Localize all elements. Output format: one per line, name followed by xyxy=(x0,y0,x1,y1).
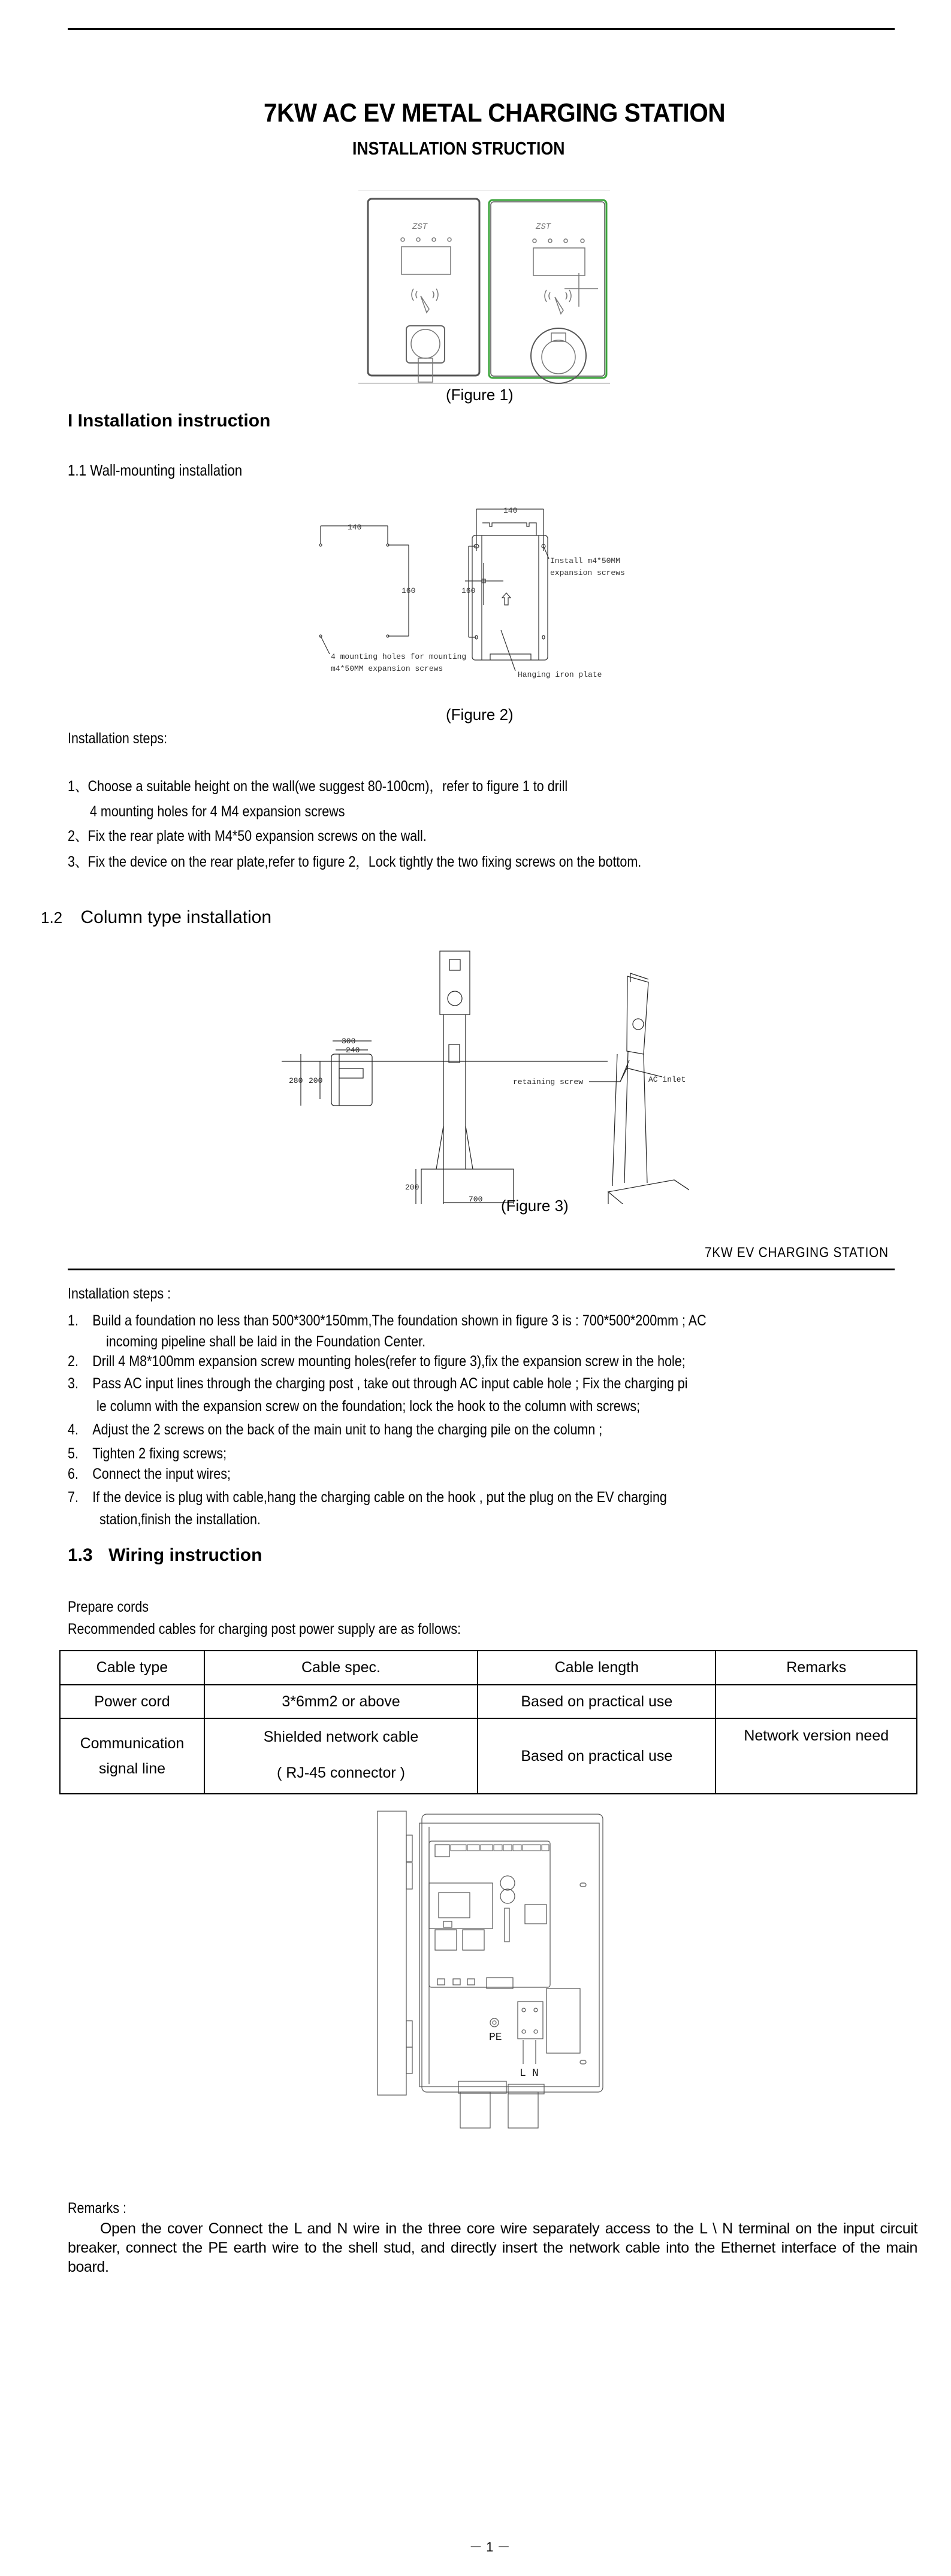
cable-type-cell xyxy=(60,1718,204,1794)
remarks-paragraph xyxy=(68,2219,917,2277)
svg-text:280: 280 xyxy=(289,1076,303,1085)
step-text: Tighten 2 fixing screws; xyxy=(92,1445,227,1462)
svg-text:160: 160 xyxy=(401,586,416,595)
step-1-2-3 xyxy=(68,1375,687,1393)
svg-text:AC inlet: AC inlet xyxy=(648,1075,686,1084)
table-header-cell: Cable type xyxy=(60,1651,204,1685)
running-header-rule xyxy=(68,1269,895,1270)
svg-text:Install m4*50MM: Install m4*50MM xyxy=(550,556,621,565)
cable-type-line: signal line xyxy=(98,1760,166,1777)
svg-text:200: 200 xyxy=(309,1076,323,1085)
remarks-cell: Network version need xyxy=(715,1718,917,1794)
remarks-label: Remarks : xyxy=(68,2200,126,2217)
cable-spec-cell xyxy=(204,1718,478,1794)
top-rule xyxy=(68,28,895,30)
svg-text:240: 240 xyxy=(346,1046,360,1055)
svg-text:m4*50MM expansion screws: m4*50MM expansion screws xyxy=(331,664,443,673)
cable-spec-cell: 3*6mm2 or above xyxy=(204,1685,478,1718)
figure-2-image xyxy=(312,497,635,689)
subsection-heading-1-2 xyxy=(41,907,271,928)
step-number: 6. xyxy=(68,1466,79,1482)
section-number: 1.3 xyxy=(68,1545,93,1565)
step-number: 5. xyxy=(68,1445,79,1462)
svg-text:retaining screw: retaining screw xyxy=(513,1077,584,1086)
svg-text:ZST: ZST xyxy=(536,222,551,232)
svg-text:200: 200 xyxy=(405,1183,419,1192)
svg-text:140: 140 xyxy=(503,506,518,515)
step-text: Drill 4 M8*100mm expansion screw mounting holes(refer to figure 3),fix the expansion screw in the hole; xyxy=(92,1353,686,1370)
recommended-cables-label: Recommended cables for charging post power supply are as follows: xyxy=(68,1621,461,1637)
step-1-2-1 xyxy=(68,1312,923,1330)
step-1-1-2 xyxy=(68,827,427,845)
step-text: Connect the input wires; xyxy=(92,1466,231,1482)
subsection-heading-1-3 xyxy=(68,1545,262,1566)
table-row xyxy=(60,1685,917,1718)
figure-2-caption: (Figure 2) xyxy=(446,706,514,724)
svg-text:PE: PE xyxy=(489,2032,502,2044)
figure-1-caption: (Figure 1) xyxy=(446,386,514,404)
step-number: 3、 xyxy=(68,853,88,870)
step-text: Fix the rear plate with M4*50 expansion screws on the wall. xyxy=(87,828,427,844)
cable-type-cell: Power cord xyxy=(60,1685,204,1718)
subsection-heading-1-1: 1.1 Wall-mounting installation xyxy=(68,461,243,479)
table-header-cell: Cable length xyxy=(478,1651,715,1685)
svg-text:expansion screws: expansion screws xyxy=(550,568,625,577)
step-1-1-1-cont: 4 mounting holes for 4 M4 expansion screws xyxy=(90,803,345,820)
step-1-2-7 xyxy=(68,1488,667,1506)
svg-text:700: 700 xyxy=(469,1195,483,1204)
step-number: 3. xyxy=(68,1375,79,1392)
step-text: Build a foundation no less than 500*300*150mm,The foundation shown in figure 3 is : 700*500*200mm ; AC xyxy=(92,1312,707,1329)
cable-type-line: Communication xyxy=(80,1735,185,1752)
table-header-cell: Cable spec. xyxy=(204,1651,478,1685)
step-1-2-4 xyxy=(68,1421,602,1439)
step-number: 2. xyxy=(68,1353,79,1370)
step-1-2-6 xyxy=(68,1465,231,1483)
svg-text:Hanging iron plate: Hanging iron plate xyxy=(518,670,602,679)
prepare-cords-label: Prepare cords xyxy=(68,1599,149,1615)
cable-spec-line: ( RJ-45 connector ) xyxy=(277,1764,405,1781)
remarks-text: Open the cover Connect the L and N wire in the three core wire separately access to the L \ N terminal on the input circuit breaker, connect the PE earth wire to the shell stud, and directly insert the network cable into the Ethernet interface of the main board. xyxy=(68,2220,917,2275)
step-1-2-3-cont: le column with the expansion screw on the foundation; lock the hook to the column with screws; xyxy=(96,1398,641,1415)
svg-text:160: 160 xyxy=(461,586,476,595)
step-text: Pass AC input lines through the charging post , take out through AC input cable hole ; Fix the charging pi xyxy=(92,1375,688,1392)
step-text: Fix the device on the rear plate,refer to figure 2，Lock tightly the two fixing screws on the bottom. xyxy=(87,853,642,870)
step-number: 1. xyxy=(68,1312,79,1329)
cable-length-cell: Based on practical use xyxy=(478,1718,715,1794)
step-text: If the device is plug with cable,hang the charging cable on the hook , put the plug on the EV charging xyxy=(92,1489,667,1506)
document-subtitle: INSTALLATION STRUCTION xyxy=(352,138,565,159)
step-number: 7. xyxy=(68,1489,79,1506)
svg-text:300: 300 xyxy=(342,1037,356,1046)
page-number: － 1 － xyxy=(469,2539,511,2554)
step-1-1-3 xyxy=(68,853,641,871)
figure-3-caption: (Figure 3) xyxy=(501,1197,569,1215)
table-header-row xyxy=(60,1651,917,1685)
remarks-cell xyxy=(715,1685,917,1718)
step-text: Choose a suitable height on the wall(we suggest 80-100cm)，refer to figure 1 to drill xyxy=(87,778,568,795)
figure-1-image xyxy=(358,189,610,387)
svg-text:4 mounting holes for mounting: 4 mounting holes for mounting xyxy=(331,652,467,661)
table-row xyxy=(60,1718,917,1794)
step-number: 4. xyxy=(68,1421,79,1438)
svg-text:L: L xyxy=(520,2068,526,2079)
svg-text:140: 140 xyxy=(348,523,362,532)
cable-table xyxy=(59,1650,917,1794)
table-header-cell: Remarks xyxy=(715,1651,917,1685)
steps-label-1-2: Installation steps : xyxy=(68,1285,171,1302)
figure-3-image xyxy=(282,934,689,1204)
figure-4-wiring-image xyxy=(372,1809,611,2144)
running-header: 7KW EV CHARGING STATION xyxy=(705,1245,889,1261)
step-1-2-7-cont: station,finish the installation. xyxy=(99,1511,261,1528)
step-1-2-2 xyxy=(68,1352,686,1370)
section-title: Column type installation xyxy=(80,907,272,927)
section-title: Wiring instruction xyxy=(108,1545,262,1565)
steps-label-1-1: Installation steps: xyxy=(68,730,168,747)
step-number: 2、 xyxy=(68,828,88,844)
step-1-2-1-cont: incoming pipeline shall be laid in the Foundation Center. xyxy=(106,1333,426,1350)
document-title: 7KW AC EV METAL CHARGING STATION xyxy=(264,98,726,128)
svg-text:ZST: ZST xyxy=(412,222,428,232)
step-1-2-5 xyxy=(68,1445,227,1463)
svg-text:N: N xyxy=(532,2068,539,2079)
cable-length-cell: Based on practical use xyxy=(478,1685,715,1718)
cable-spec-line: Shielded network cable xyxy=(263,1729,419,1745)
section-heading-installation: I Installation instruction xyxy=(68,411,271,431)
step-1-1-1 xyxy=(68,777,567,795)
step-text: Adjust the 2 screws on the back of the main unit to hang the charging pile on the column ; xyxy=(92,1421,603,1438)
step-number: 1、 xyxy=(68,778,88,795)
section-number: 1.2 xyxy=(41,909,63,927)
